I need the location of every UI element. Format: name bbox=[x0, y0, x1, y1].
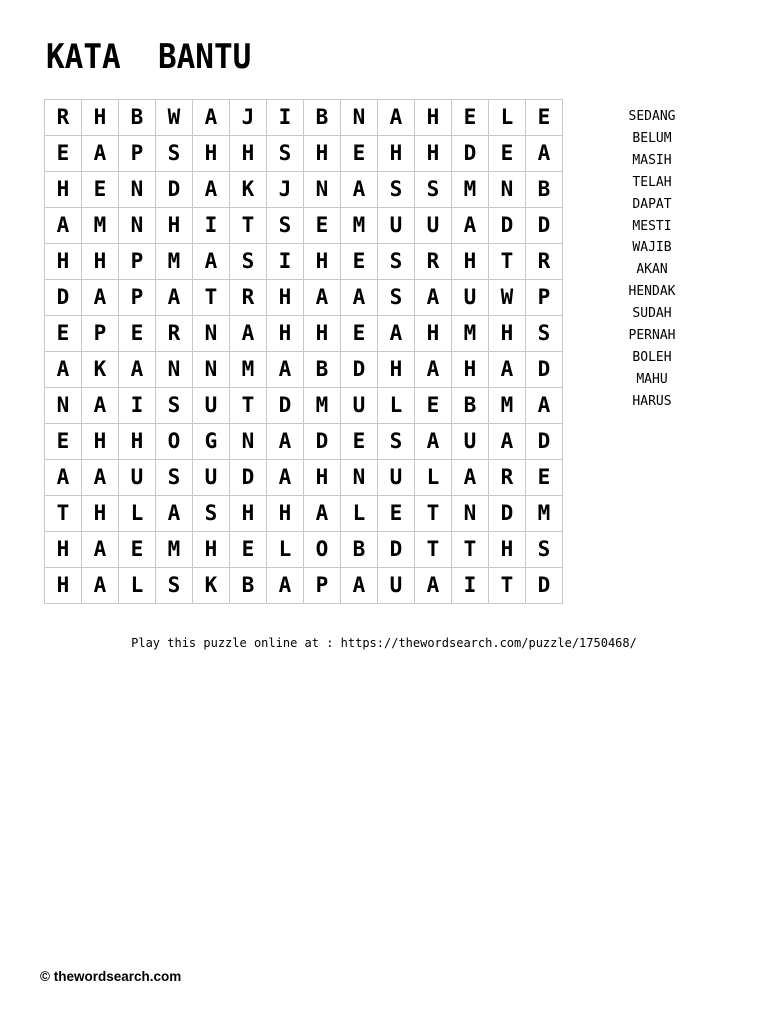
grid-cell[interactable]: L bbox=[378, 388, 415, 424]
grid-cell[interactable]: T bbox=[489, 244, 526, 280]
grid-cell[interactable]: H bbox=[230, 136, 267, 172]
grid-cell[interactable]: N bbox=[489, 172, 526, 208]
grid-cell[interactable]: R bbox=[415, 244, 452, 280]
grid-row bbox=[45, 280, 563, 316]
grid-cell[interactable]: S bbox=[526, 316, 563, 352]
grid-cell[interactable]: A bbox=[341, 568, 378, 604]
grid-cell[interactable]: G bbox=[193, 424, 230, 460]
grid-row bbox=[45, 568, 563, 604]
copyright-footer: © thewordsearch.com bbox=[40, 969, 182, 984]
grid-cell[interactable]: L bbox=[119, 568, 156, 604]
grid-cell[interactable]: S bbox=[378, 280, 415, 316]
grid-cell[interactable]: U bbox=[452, 424, 489, 460]
grid-cell[interactable]: U bbox=[193, 388, 230, 424]
grid-cell[interactable]: T bbox=[415, 532, 452, 568]
grid-cell[interactable]: E bbox=[230, 532, 267, 568]
grid-cell[interactable]: D bbox=[489, 496, 526, 532]
grid-cell[interactable]: R bbox=[230, 280, 267, 316]
grid-cell[interactable]: S bbox=[526, 532, 563, 568]
grid-cell[interactable]: E bbox=[82, 172, 119, 208]
word-list-item: BELUM bbox=[632, 130, 672, 146]
grid-cell[interactable]: L bbox=[119, 496, 156, 532]
word-list-item: MAHU bbox=[636, 371, 668, 387]
grid-cell[interactable]: A bbox=[193, 172, 230, 208]
grid-cell[interactable]: A bbox=[526, 136, 563, 172]
grid-cell[interactable]: R bbox=[526, 244, 563, 280]
grid-cell[interactable]: R bbox=[45, 100, 82, 136]
grid-cell[interactable]: D bbox=[230, 460, 267, 496]
grid-cell[interactable]: A bbox=[45, 208, 82, 244]
grid-cell[interactable]: A bbox=[415, 424, 452, 460]
grid-cell[interactable]: D bbox=[267, 388, 304, 424]
grid-cell[interactable]: B bbox=[526, 172, 563, 208]
grid-cell[interactable]: L bbox=[415, 460, 452, 496]
grid-cell[interactable]: N bbox=[341, 460, 378, 496]
grid-cell[interactable]: A bbox=[341, 172, 378, 208]
word-list-item: MESTI bbox=[632, 218, 672, 234]
grid-cell[interactable]: M bbox=[452, 316, 489, 352]
grid-cell[interactable]: B bbox=[304, 100, 341, 136]
grid-cell[interactable]: K bbox=[230, 172, 267, 208]
grid-cell[interactable]: U bbox=[415, 208, 452, 244]
grid-cell[interactable]: M bbox=[526, 496, 563, 532]
grid-cell[interactable]: H bbox=[415, 316, 452, 352]
grid-cell[interactable]: A bbox=[378, 100, 415, 136]
word-list bbox=[610, 106, 694, 413]
grid-cell[interactable]: H bbox=[119, 424, 156, 460]
grid-cell[interactable]: A bbox=[119, 352, 156, 388]
grid-cell[interactable]: H bbox=[45, 172, 82, 208]
grid-cell[interactable]: A bbox=[452, 460, 489, 496]
grid-cell[interactable]: E bbox=[341, 424, 378, 460]
grid-cell[interactable]: H bbox=[304, 316, 341, 352]
grid-cell[interactable]: E bbox=[45, 424, 82, 460]
grid-cell[interactable]: M bbox=[156, 244, 193, 280]
grid-cell[interactable]: K bbox=[193, 568, 230, 604]
grid-cell[interactable]: E bbox=[526, 100, 563, 136]
grid-cell[interactable]: A bbox=[267, 460, 304, 496]
grid-cell[interactable]: H bbox=[45, 532, 82, 568]
grid-cell[interactable]: S bbox=[156, 388, 193, 424]
grid-cell[interactable]: H bbox=[415, 100, 452, 136]
grid-cell[interactable]: O bbox=[156, 424, 193, 460]
grid-row bbox=[45, 100, 563, 136]
grid-cell[interactable]: I bbox=[267, 100, 304, 136]
grid-cell[interactable]: A bbox=[304, 496, 341, 532]
grid-cell[interactable]: H bbox=[193, 532, 230, 568]
grid-row bbox=[45, 388, 563, 424]
grid-cell[interactable]: S bbox=[156, 460, 193, 496]
grid-cell[interactable]: E bbox=[378, 496, 415, 532]
grid-cell[interactable]: T bbox=[415, 496, 452, 532]
grid-cell[interactable]: M bbox=[489, 388, 526, 424]
grid-cell[interactable]: H bbox=[267, 496, 304, 532]
grid-cell[interactable]: W bbox=[156, 100, 193, 136]
grid-cell[interactable]: S bbox=[267, 208, 304, 244]
grid-cell[interactable]: B bbox=[341, 532, 378, 568]
grid-cell[interactable]: I bbox=[119, 388, 156, 424]
grid-cell[interactable]: D bbox=[45, 280, 82, 316]
page-title: KATA BANTU bbox=[46, 38, 252, 77]
grid-cell[interactable]: U bbox=[378, 460, 415, 496]
grid-cell[interactable]: D bbox=[526, 352, 563, 388]
grid-cell[interactable]: P bbox=[82, 316, 119, 352]
grid-cell[interactable]: H bbox=[267, 316, 304, 352]
grid-cell[interactable]: J bbox=[267, 172, 304, 208]
grid-cell[interactable]: S bbox=[230, 244, 267, 280]
grid-cell[interactable]: N bbox=[45, 388, 82, 424]
grid-cell[interactable]: A bbox=[82, 532, 119, 568]
online-prefix: Play this puzzle online at : bbox=[131, 636, 341, 650]
grid-cell[interactable]: A bbox=[304, 280, 341, 316]
grid-row bbox=[45, 172, 563, 208]
word-list-item: SUDAH bbox=[632, 306, 672, 322]
grid-cell[interactable]: N bbox=[119, 208, 156, 244]
grid-cell[interactable]: A bbox=[82, 388, 119, 424]
grid-cell[interactable]: A bbox=[82, 280, 119, 316]
grid-cell[interactable]: E bbox=[341, 316, 378, 352]
grid-cell[interactable]: B bbox=[230, 568, 267, 604]
grid-cell[interactable]: K bbox=[82, 352, 119, 388]
grid-cell[interactable]: M bbox=[82, 208, 119, 244]
grid-cell[interactable]: A bbox=[193, 244, 230, 280]
grid-cell[interactable]: T bbox=[230, 208, 267, 244]
grid-cell[interactable]: E bbox=[415, 388, 452, 424]
grid-row bbox=[45, 352, 563, 388]
grid-cell[interactable]: S bbox=[378, 424, 415, 460]
grid-cell[interactable]: M bbox=[156, 532, 193, 568]
grid-row bbox=[45, 460, 563, 496]
grid-cell[interactable]: N bbox=[156, 352, 193, 388]
grid-cell[interactable]: H bbox=[415, 136, 452, 172]
grid-cell[interactable]: H bbox=[82, 244, 119, 280]
grid-cell[interactable]: A bbox=[378, 316, 415, 352]
grid-cell[interactable]: H bbox=[82, 100, 119, 136]
grid-cell[interactable]: H bbox=[82, 496, 119, 532]
grid-cell[interactable]: S bbox=[378, 244, 415, 280]
grid-cell[interactable]: B bbox=[452, 388, 489, 424]
grid-cell[interactable]: U bbox=[341, 388, 378, 424]
grid-cell[interactable]: D bbox=[156, 172, 193, 208]
grid-cell[interactable]: E bbox=[526, 460, 563, 496]
grid-cell[interactable]: R bbox=[489, 460, 526, 496]
grid-cell[interactable]: D bbox=[341, 352, 378, 388]
grid-cell[interactable]: A bbox=[267, 352, 304, 388]
grid-cell[interactable]: D bbox=[526, 568, 563, 604]
grid-cell[interactable]: L bbox=[267, 532, 304, 568]
grid-cell[interactable]: E bbox=[452, 100, 489, 136]
grid-cell[interactable]: H bbox=[378, 136, 415, 172]
grid-cell[interactable]: N bbox=[193, 316, 230, 352]
grid-cell[interactable]: U bbox=[378, 208, 415, 244]
grid-cell[interactable]: E bbox=[489, 136, 526, 172]
grid-cell[interactable]: H bbox=[45, 568, 82, 604]
grid-cell[interactable]: H bbox=[489, 316, 526, 352]
grid-cell[interactable]: H bbox=[452, 244, 489, 280]
grid-cell[interactable]: H bbox=[193, 136, 230, 172]
grid-cell[interactable]: W bbox=[489, 280, 526, 316]
grid-cell[interactable]: A bbox=[415, 568, 452, 604]
word-list-item: DAPAT bbox=[632, 196, 672, 212]
grid-cell[interactable]: H bbox=[489, 532, 526, 568]
grid-cell[interactable]: P bbox=[304, 568, 341, 604]
grid-cell[interactable]: H bbox=[378, 352, 415, 388]
grid-cell[interactable]: H bbox=[82, 424, 119, 460]
grid-cell[interactable]: T bbox=[193, 280, 230, 316]
grid-cell[interactable]: I bbox=[267, 244, 304, 280]
grid-cell[interactable]: N bbox=[304, 172, 341, 208]
grid-cell[interactable]: H bbox=[230, 496, 267, 532]
grid-cell[interactable]: E bbox=[341, 244, 378, 280]
grid-cell[interactable]: H bbox=[156, 208, 193, 244]
grid-cell[interactable]: H bbox=[304, 244, 341, 280]
grid-cell[interactable]: R bbox=[156, 316, 193, 352]
grid-cell[interactable]: S bbox=[267, 136, 304, 172]
word-list-item: HARUS bbox=[632, 393, 672, 409]
grid-cell[interactable]: J bbox=[230, 100, 267, 136]
grid-cell[interactable]: S bbox=[193, 496, 230, 532]
grid-cell[interactable]: A bbox=[341, 280, 378, 316]
grid-cell[interactable]: S bbox=[156, 136, 193, 172]
grid-cell[interactable]: O bbox=[304, 532, 341, 568]
grid-cell[interactable]: H bbox=[267, 280, 304, 316]
grid-cell[interactable]: A bbox=[156, 280, 193, 316]
grid-cell[interactable]: A bbox=[45, 460, 82, 496]
grid-cell[interactable]: E bbox=[119, 316, 156, 352]
grid-cell[interactable]: A bbox=[415, 352, 452, 388]
grid-cell[interactable]: N bbox=[193, 352, 230, 388]
grid-cell[interactable]: D bbox=[526, 208, 563, 244]
word-list-item: MASIH bbox=[632, 152, 672, 168]
grid-cell[interactable]: D bbox=[526, 424, 563, 460]
grid-cell[interactable]: P bbox=[526, 280, 563, 316]
grid-cell[interactable]: A bbox=[230, 316, 267, 352]
grid-cell[interactable]: T bbox=[489, 568, 526, 604]
grid-cell[interactable]: U bbox=[193, 460, 230, 496]
grid-row bbox=[45, 532, 563, 568]
grid-cell[interactable]: T bbox=[230, 388, 267, 424]
puzzle-url-link[interactable]: https://thewordsearch.com/puzzle/1750468/ bbox=[340, 636, 637, 650]
grid-cell[interactable]: A bbox=[267, 568, 304, 604]
grid-cell[interactable]: T bbox=[45, 496, 82, 532]
grid-cell[interactable]: A bbox=[156, 496, 193, 532]
grid-cell[interactable]: A bbox=[526, 388, 563, 424]
grid-row bbox=[45, 136, 563, 172]
grid-cell[interactable]: A bbox=[82, 568, 119, 604]
online-play-notice bbox=[0, 636, 768, 650]
grid-row bbox=[45, 208, 563, 244]
grid-cell[interactable]: H bbox=[452, 352, 489, 388]
grid-cell[interactable]: S bbox=[156, 568, 193, 604]
word-search-grid bbox=[44, 99, 563, 604]
grid-cell[interactable]: P bbox=[119, 244, 156, 280]
grid-cell[interactable]: N bbox=[230, 424, 267, 460]
grid-cell[interactable]: P bbox=[119, 280, 156, 316]
grid-cell[interactable]: A bbox=[82, 136, 119, 172]
grid-cell[interactable]: I bbox=[193, 208, 230, 244]
grid-cell[interactable]: A bbox=[415, 280, 452, 316]
grid-cell[interactable]: A bbox=[82, 460, 119, 496]
grid-cell[interactable]: M bbox=[452, 172, 489, 208]
grid-cell[interactable]: I bbox=[452, 568, 489, 604]
grid-cell[interactable]: B bbox=[119, 100, 156, 136]
word-list-item: AKAN bbox=[636, 262, 668, 278]
grid-row bbox=[45, 244, 563, 280]
grid-cell[interactable]: B bbox=[304, 352, 341, 388]
grid-cell[interactable]: H bbox=[304, 460, 341, 496]
grid-cell[interactable]: N bbox=[341, 100, 378, 136]
grid-cell[interactable]: D bbox=[489, 208, 526, 244]
grid-cell[interactable]: E bbox=[45, 316, 82, 352]
grid-cell[interactable]: U bbox=[452, 280, 489, 316]
grid-cell[interactable]: A bbox=[193, 100, 230, 136]
grid-cell[interactable]: P bbox=[119, 136, 156, 172]
grid-cell[interactable]: A bbox=[489, 424, 526, 460]
grid-cell[interactable]: T bbox=[452, 532, 489, 568]
grid-row bbox=[45, 316, 563, 352]
grid-cell[interactable]: M bbox=[304, 388, 341, 424]
grid-cell[interactable]: N bbox=[452, 496, 489, 532]
grid-cell[interactable]: D bbox=[378, 532, 415, 568]
grid-cell[interactable]: A bbox=[45, 352, 82, 388]
grid-cell[interactable]: H bbox=[45, 244, 82, 280]
grid-row bbox=[45, 424, 563, 460]
grid-cell[interactable]: N bbox=[119, 172, 156, 208]
grid-cell[interactable]: S bbox=[415, 172, 452, 208]
grid-row bbox=[45, 496, 563, 532]
grid-cell[interactable]: H bbox=[304, 136, 341, 172]
grid-cell[interactable]: D bbox=[304, 424, 341, 460]
grid-cell[interactable]: U bbox=[378, 568, 415, 604]
grid-cell[interactable]: A bbox=[489, 352, 526, 388]
grid-cell[interactable]: D bbox=[452, 136, 489, 172]
grid-cell[interactable]: E bbox=[341, 136, 378, 172]
grid-cell[interactable]: E bbox=[45, 136, 82, 172]
grid-cell[interactable]: U bbox=[119, 460, 156, 496]
grid-cell[interactable]: L bbox=[341, 496, 378, 532]
word-list-item: HENDAK bbox=[628, 284, 676, 300]
word-list-item: SEDANG bbox=[628, 109, 676, 124]
grid-cell[interactable]: E bbox=[119, 532, 156, 568]
grid-cell[interactable]: M bbox=[341, 208, 378, 244]
grid-cell[interactable]: L bbox=[489, 100, 526, 136]
grid-cell[interactable]: A bbox=[267, 424, 304, 460]
grid-cell[interactable]: S bbox=[378, 172, 415, 208]
word-list-item: TELAH bbox=[632, 174, 672, 190]
word-list-item: BOLEH bbox=[632, 349, 672, 365]
grid-cell[interactable]: M bbox=[230, 352, 267, 388]
word-list-item: WAJIB bbox=[632, 240, 672, 256]
grid-cell[interactable]: E bbox=[304, 208, 341, 244]
grid-cell[interactable]: A bbox=[452, 208, 489, 244]
word-list-item: PERNAH bbox=[628, 328, 676, 344]
